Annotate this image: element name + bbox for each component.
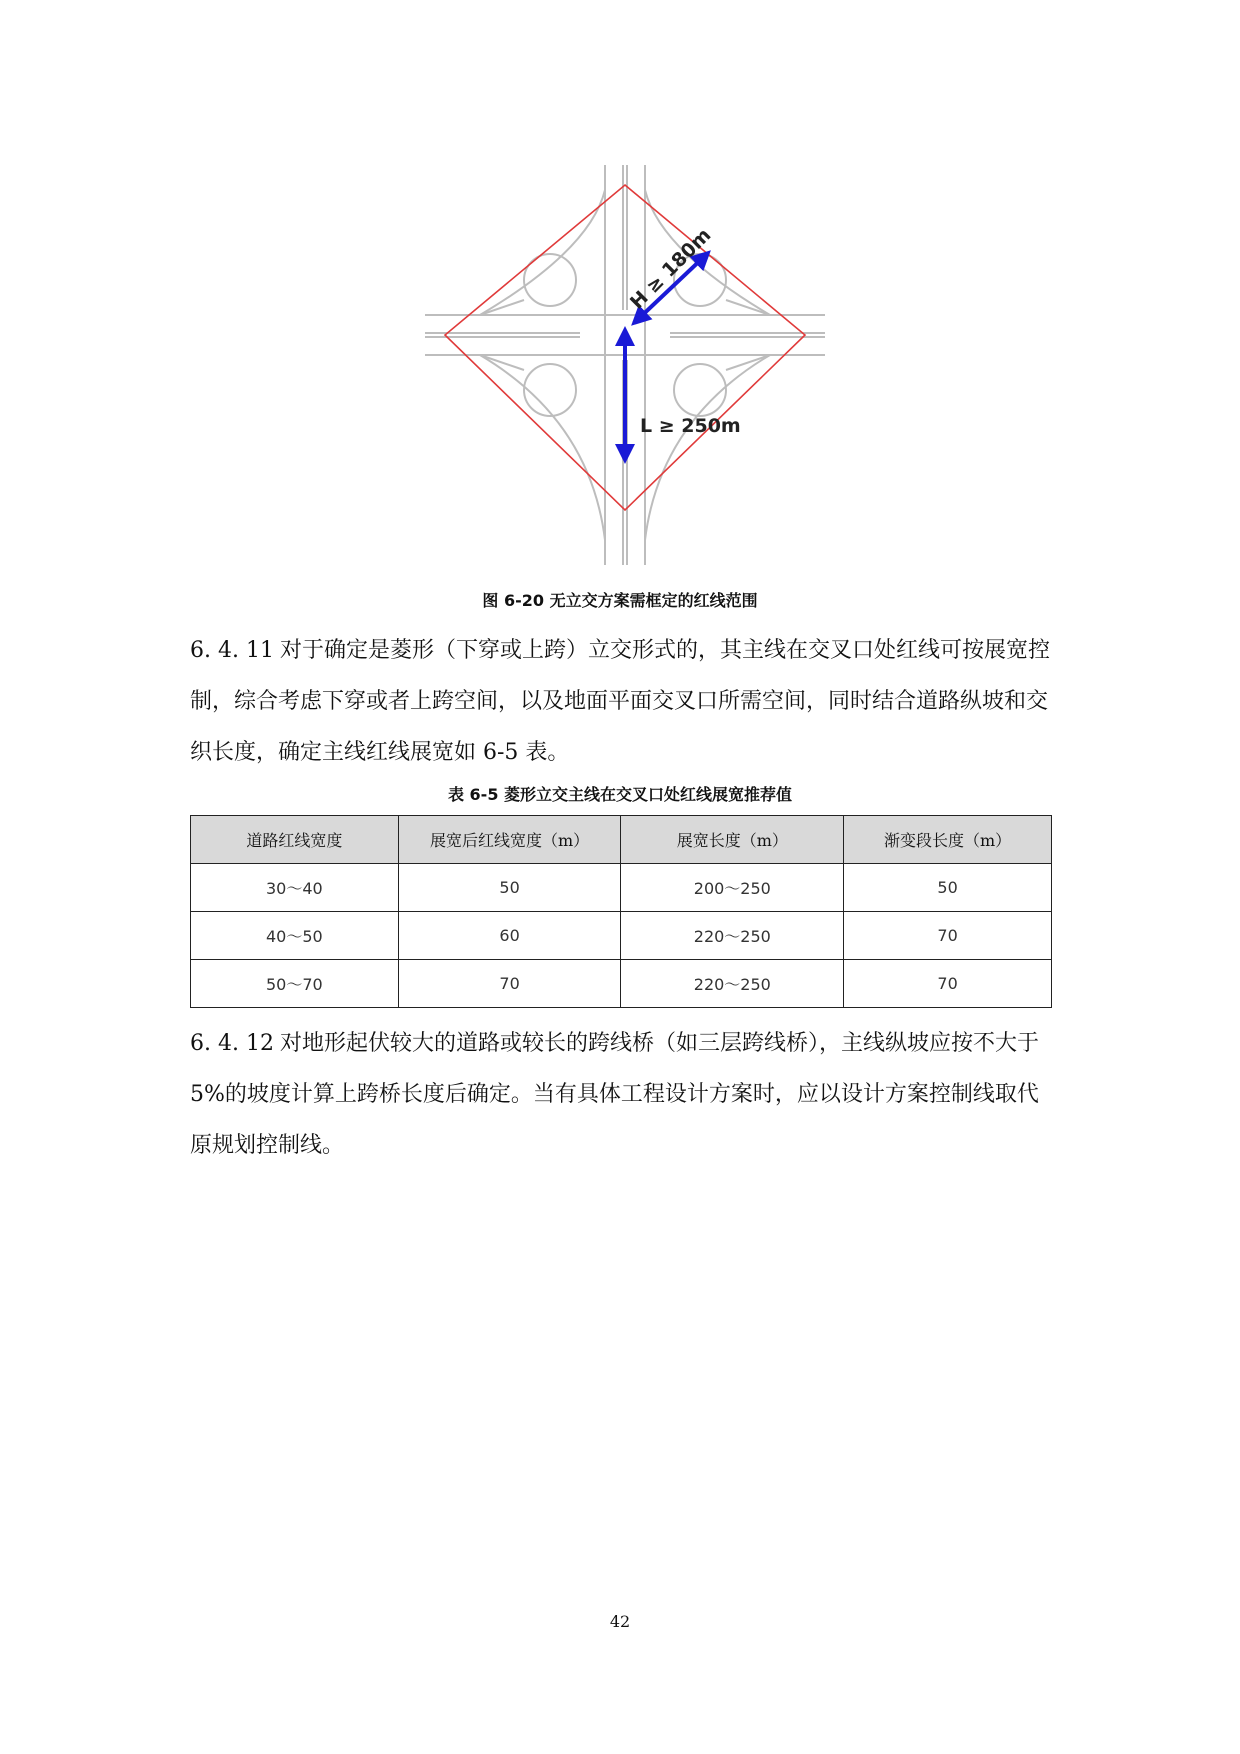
- paragraph-text: 对于确定是菱形（下穿或上跨）立交形式的，其主线在交叉口处红线可按展宽控制，综合考虑下穿或者上跨空间，以及地面平面交叉口所需空间，同时结合道路纵坡和交织长度，确定主线红线展宽如 6-5 表。: [190, 638, 1050, 765]
- table-cell: 200～250: [621, 864, 844, 912]
- table-caption: 表 6-5 菱形立交主线在交叉口处红线展宽推荐值: [447, 785, 793, 804]
- table-header-row: [191, 816, 1052, 864]
- paragraph-text: 对地形起伏较大的道路或较长的跨线桥（如三层跨线桥），主线纵坡应按不大于 5%的坡度计算上跨桥长度后确定。当有具体工程设计方案时，应以设计方案控制线取代原规划控制线。: [190, 1031, 1039, 1158]
- table-cell: 50～70: [191, 960, 399, 1008]
- figure-caption: 图 6-20 无立交方案需框定的红线范围: [482, 591, 758, 610]
- section-number: 6. 4. 11: [190, 638, 274, 663]
- table-cell: 70: [844, 960, 1052, 1008]
- interchange-diagram: [420, 160, 830, 570]
- header-cell: 展宽后红线宽度（m）: [398, 816, 621, 864]
- table-cell: 60: [398, 912, 621, 960]
- h-label: H ≥ 180m: [625, 224, 716, 314]
- table-cell: 70: [844, 912, 1052, 960]
- paragraph-6-4-11: [190, 625, 1060, 778]
- header-cell: 渐变段长度（m）: [844, 816, 1052, 864]
- table-row: [191, 912, 1052, 960]
- table-cell: 30～40: [191, 864, 399, 912]
- section-number: 6. 4. 12: [190, 1031, 274, 1056]
- table-row: [191, 960, 1052, 1008]
- table-cell: 50: [398, 864, 621, 912]
- paragraph-6-4-12: [190, 1018, 1060, 1171]
- header-cell: 展宽长度（m）: [621, 816, 844, 864]
- table-cell: 220～250: [621, 960, 844, 1008]
- table-cell: 70: [398, 960, 621, 1008]
- table-cell: 40～50: [191, 912, 399, 960]
- page-number: 42: [609, 1612, 631, 1631]
- header-cell: 道路红线宽度: [191, 816, 399, 864]
- table-cell: 50: [844, 864, 1052, 912]
- interchange-figure: [420, 160, 830, 570]
- l-label: L ≥ 250m: [640, 415, 741, 437]
- widening-table: [190, 815, 1052, 1008]
- table-cell: 220～250: [621, 912, 844, 960]
- table-row: [191, 864, 1052, 912]
